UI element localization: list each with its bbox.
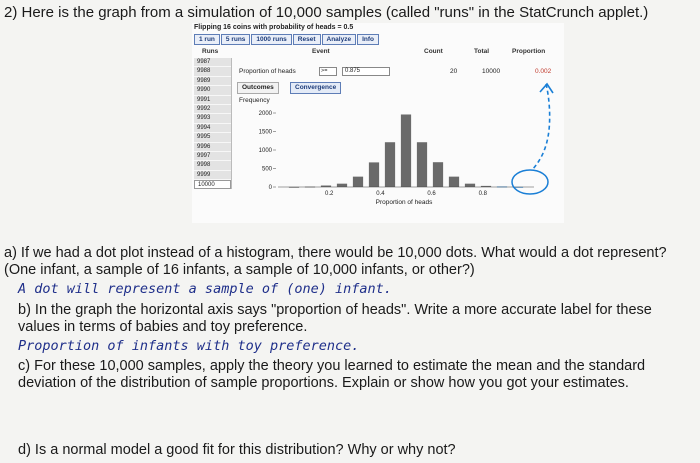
arrow-up-icon <box>540 84 553 93</box>
y-tick-label: 500 <box>261 166 272 173</box>
run-row[interactable]: 9994 <box>194 124 231 133</box>
tab-outcomes[interactable]: Outcomes <box>237 82 279 94</box>
comparator-select[interactable]: >= <box>319 67 337 76</box>
applet-title: Flipping 16 coins with probability of heads = 0.5 <box>194 24 354 31</box>
info-button[interactable]: Info <box>357 34 379 45</box>
run-row[interactable]: 9997 <box>194 152 231 161</box>
thousand-runs-button[interactable]: 1000 runs <box>251 34 291 45</box>
answer-b: Proportion of infants with toy preference. <box>18 338 360 354</box>
y-tick-label: 0 <box>268 185 272 191</box>
y-tick-label: 2000 <box>258 111 272 117</box>
circle-annotation <box>512 170 548 194</box>
proportion-header: Proportion <box>512 48 546 55</box>
run-row[interactable]: 10000 <box>194 180 231 189</box>
reset-button[interactable]: Reset <box>293 34 321 45</box>
run-row[interactable]: 9989 <box>194 77 231 86</box>
one-run-button[interactable]: 1 run <box>194 34 220 45</box>
proportion-value: 0.002 <box>535 68 552 75</box>
total-value: 10000 <box>482 68 501 75</box>
five-runs-button[interactable]: 5 runs <box>221 34 251 45</box>
run-row[interactable]: 9991 <box>194 96 231 105</box>
annotation-curve <box>532 84 550 170</box>
x-tick-label: 0.6 <box>427 191 436 197</box>
count-header: Count <box>424 48 443 55</box>
x-tick-label: 0.8 <box>478 191 487 197</box>
frequency-label: Frequency <box>239 97 270 104</box>
runs-header: Runs <box>202 48 219 55</box>
run-row[interactable]: 9987 <box>194 58 231 67</box>
handwritten-annotation <box>0 0 700 230</box>
run-row[interactable]: 9998 <box>194 161 231 170</box>
count-value: 20 <box>450 68 458 75</box>
run-row[interactable]: 9988 <box>194 67 231 76</box>
question-d: d) Is a normal model a good fit for this distribution? Why or why not? <box>18 442 456 458</box>
run-row[interactable]: 9996 <box>194 143 231 152</box>
question-main: 2) Here is the graph from a simulation of 10,000 samples (called "runs" in the StatCrunch applet.) <box>4 4 649 21</box>
run-row[interactable]: 9999 <box>194 171 231 180</box>
y-tick-label: 1500 <box>258 129 272 136</box>
x-tick-label: 0.2 <box>325 191 334 197</box>
x-axis-label: Proportion of heads <box>375 199 433 206</box>
question-a: a) If we had a dot plot instead of a histogram, there would be 10,000 dots. What would a dot represent? (One infant, a sample of 16 infants, a sample of 10,000 infants, or other?) <box>4 245 667 278</box>
y-tick-label: 1000 <box>258 148 272 154</box>
run-row[interactable]: 9995 <box>194 133 231 142</box>
total-header: Total <box>474 48 490 55</box>
question-b: b) In the graph the horizontal axis says "proportion of heads". Write a more accurate label for these values in terms of babies and toy preference. <box>18 302 652 335</box>
x-tick-label: 0.4 <box>376 191 385 197</box>
tab-convergence[interactable]: Convergence <box>290 82 341 94</box>
question-c: c) For these 10,000 samples, apply the theory you learned to estimate the mean and the standard deviation of the distribution of sample proportions. Explain or show how you got your estimates. <box>18 358 646 391</box>
run-row[interactable]: 9990 <box>194 86 231 95</box>
analyze-button[interactable]: Analyze <box>322 34 357 45</box>
event-label: Proportion of heads <box>239 68 296 75</box>
run-row[interactable]: 9993 <box>194 114 231 123</box>
event-value-input[interactable]: 0.875 <box>342 67 390 76</box>
answer-a: A dot will represent a sample of (one) infant. <box>18 281 392 297</box>
event-header: Event <box>312 48 330 55</box>
run-row[interactable]: 9992 <box>194 105 231 114</box>
